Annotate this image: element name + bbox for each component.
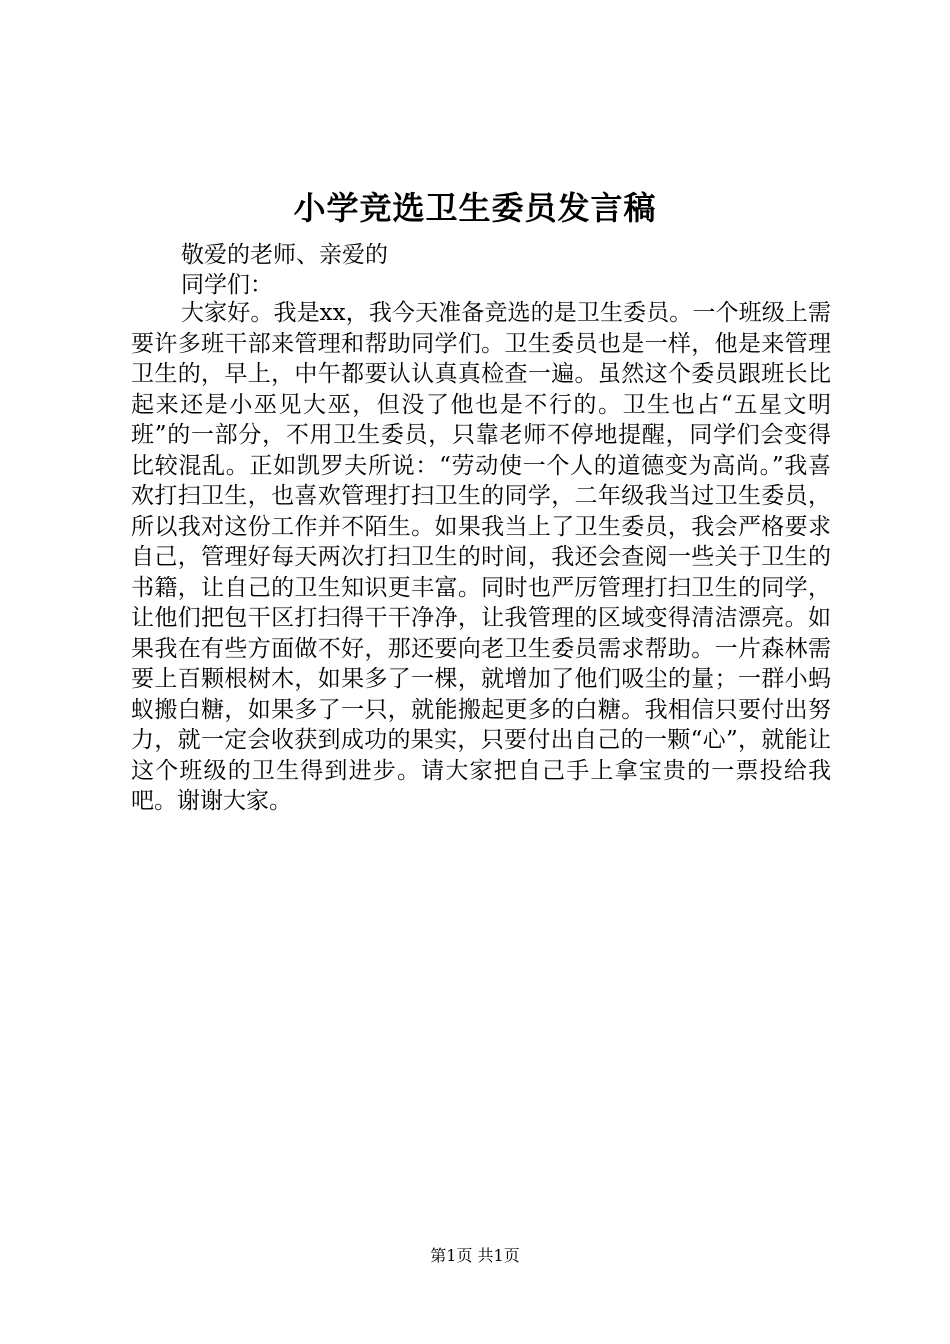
salutation-line-1: 敬爱的老师、亲爱的 [181,242,388,268]
page-footer: 第1页 共1页 [430,1246,520,1265]
salutation-line-2: 同学们： [181,272,273,298]
speech-body-paragraph: 大家好。我是xx，我今天准备竞选的是卫生委员。一个班级上需要许多班干部来管理和帮助同学们。卫生委员也是一样，他是来管理卫生的，早上，中午都要认认真真检查一遍。虽然这个委员跟班长比起来还是小巫见大巫，但没了他也是不行的。卫生也占“五星文明班”的一部分，不用卫生委员，只靠老师不停地提醒，同学们会变得比较混乱。正如凯罗夫所说：“劳动使一个人的道德变为高尚。”我喜欢打扫卫生，也喜欢管理打扫卫生的同学，二年级我当过卫生委员，所以我对这份工作并不陌生。如果我当上了卫生委员，我会严格要求自己，管理好每天两次打扫卫生的时间，我还会查阅一些关于卫生的书籍，让自己的卫生知识更丰富。同时也严厉管理打扫卫生的同学，让他们把包干区打扫得干干净净，让我管理的区域变得清洁漂亮。如果我在有些方面做不好，那还要向老卫生委员需求帮助。一片森林需要上百颗根树木，如果多了一棵，就增加了他们吸尘的量；一群小蚂蚁搬白糖，如果多了一只，就能搬起更多的白糖。我相信只要付出努力，就一定会收获到成功的果实，只要付出自己的一颗“心”，就能让这个班级的卫生得到进步。请大家把自己手上拿宝贵的一票投给我吧。谢谢大家。 [131,300,831,814]
document-title: 小学竞选卫生委员发言稿 [293,189,657,227]
